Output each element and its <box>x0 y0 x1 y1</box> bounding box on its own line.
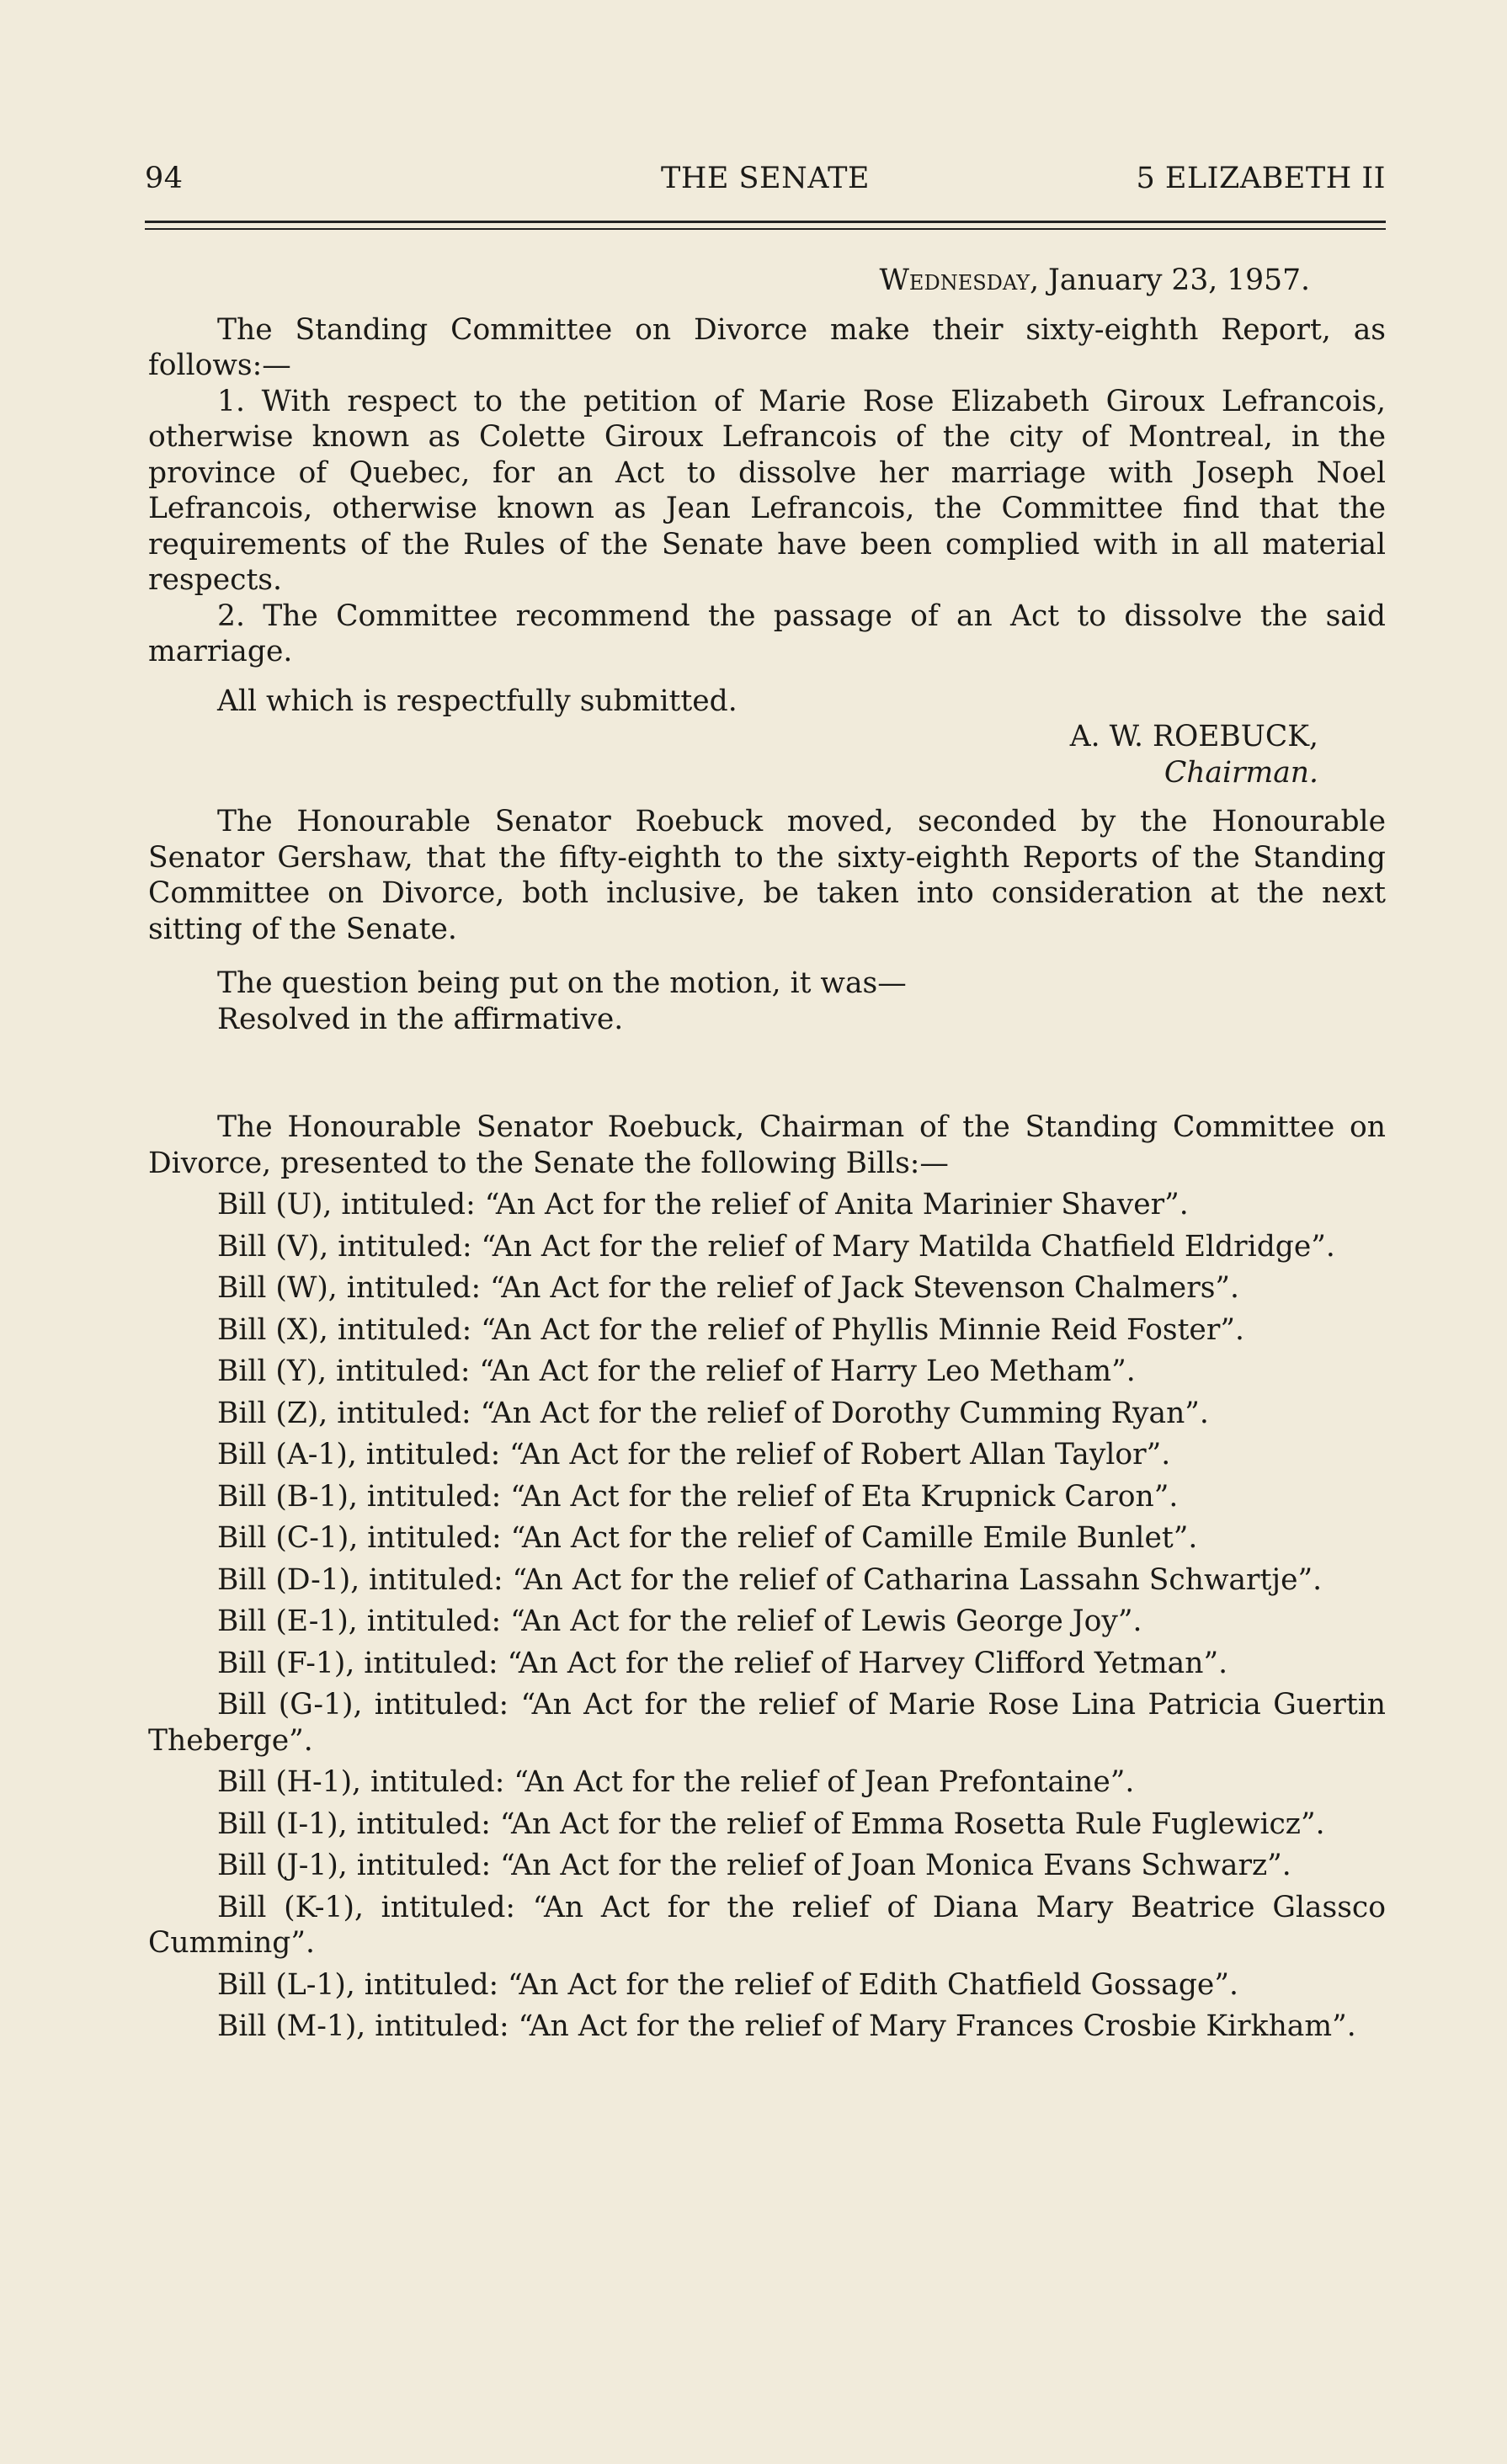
bill-item: Bill (V), intituled: “An Act for the relief of Mary Matilda Chatfield Eldridge”. <box>217 1229 1335 1264</box>
bill-item: Bill (I-1), intituled: “An Act for the relief of Emma Rosetta Rule Fuglewicz”. <box>217 1807 1325 1841</box>
report-weekday: Wednesday, <box>879 263 1040 297</box>
regnal-year: 5 ELIZABETH II <box>1136 162 1386 195</box>
bill-item: Bill (E-1), intituled: “An Act for the relief of Lewis George Joy”. <box>217 1605 1142 1638</box>
bills-list <box>148 1187 1386 2045</box>
bill-item: Bill (A-1), intituled: “An Act for the relief of Robert Allan Taylor”. <box>217 1438 1171 1471</box>
header-rule-thick <box>145 221 1386 223</box>
signer-name: A. W. ROEBUCK, <box>1069 720 1318 753</box>
report-date-text: January 23, 1957. <box>1039 263 1310 297</box>
motion-question: The question being put on the motion, it was— <box>217 966 907 1000</box>
motion-resolution: Resolved in the affirmative. <box>217 1002 624 1036</box>
bill-item: Bill (U), intituled: “An Act for the relief of Anita Marinier Shaver”. <box>217 1188 1189 1221</box>
page-header <box>145 157 1386 200</box>
bill-item: Bill (Z), intituled: “An Act for the relief of Dorothy Cumming Ryan”. <box>217 1396 1209 1430</box>
bill-item: Bill (B-1), intituled: “An Act for the relief of Eta Krupnick Caron”. <box>217 1479 1179 1514</box>
bill-item: Bill (H-1), intituled: “An Act for the relief of Jean Prefontaine”. <box>217 1765 1135 1799</box>
bill-item: Bill (G-1), intituled: “An Act for the relief of Marie Rose Lina Patricia Guertin Theberge”. <box>148 1688 1386 1758</box>
bill-item: Bill (C-1), intituled: “An Act for the relief of Camille Emile Bunlet”. <box>217 1521 1198 1555</box>
report-item-2: 2. The Committee recommend the passage of an Act to dissolve the said marriage. <box>148 599 1386 668</box>
bill-item: Bill (K-1), intituled: “An Act for the relief of Diana Mary Beatrice Glassco Cumming”. <box>148 1890 1386 1960</box>
bill-item: Bill (L-1), intituled: “An Act for the relief of Edith Chatfield Gossage”. <box>217 1967 1238 2002</box>
page-number: 94 <box>145 162 184 195</box>
bill-item: Bill (M-1), intituled: “An Act for the relief of Mary Frances Crosbie Kirkham”. <box>217 2009 1356 2043</box>
bill-item: Bill (Y), intituled: “An Act for the relief of Harry Leo Metham”. <box>217 1354 1136 1388</box>
bill-item: Bill (W), intituled: “An Act for the relief of Jack Stevenson Chalmers”. <box>217 1271 1240 1305</box>
report-intro: The Standing Committee on Divorce make their sixty-eighth Report, as follows:— <box>148 312 1386 382</box>
bill-item: Bill (F-1), intituled: “An Act for the relief of Harvey Clifford Yetman”. <box>217 1646 1228 1680</box>
bill-item: Bill (X), intituled: “An Act for the relief of Phyllis Minnie Reid Foster”. <box>217 1312 1244 1347</box>
header-rule-thin <box>145 228 1386 230</box>
report-date <box>148 263 1386 299</box>
bills-intro: The Honourable Senator Roebuck, Chairman of the Standing Committee on Divorce, presented to the Senate the following Bills:— <box>148 1110 1386 1180</box>
bill-item: Bill (D-1), intituled: “An Act for the relief of Catharina Lassahn Schwartje”. <box>217 1562 1323 1597</box>
page-body <box>148 263 1386 2045</box>
motion-text: The Honourable Senator Roebuck moved, seconded by the Honourable Senator Gershaw, that the fifty-eighth to the sixty-eighth Reports of the Standing Committee on Divorce, both inclusive, be taken into consideration at the next sitting of the Senate. <box>148 805 1386 946</box>
bill-item: Bill (J-1), intituled: “An Act for the relief of Joan Monica Evans Schwarz”. <box>217 1849 1291 1882</box>
report-closing: All which is respectfully submitted. <box>217 684 738 718</box>
signer-title: Chairman. <box>1164 755 1318 790</box>
running-title: THE SENATE <box>661 162 870 195</box>
report-item-1: 1. With respect to the petition of Marie Rose Elizabeth Giroux Lefrancois, otherwise known as Colette Giroux Lefrancois of the city of Montreal, in the province of Quebec, for an Act to dissolve her marriage with Joseph Noel Lefrancois, otherwise known as Jean Lefrancois, the Committee find that the requirements of the Rules of the Senate have been complied with in all material respects. <box>148 384 1386 597</box>
